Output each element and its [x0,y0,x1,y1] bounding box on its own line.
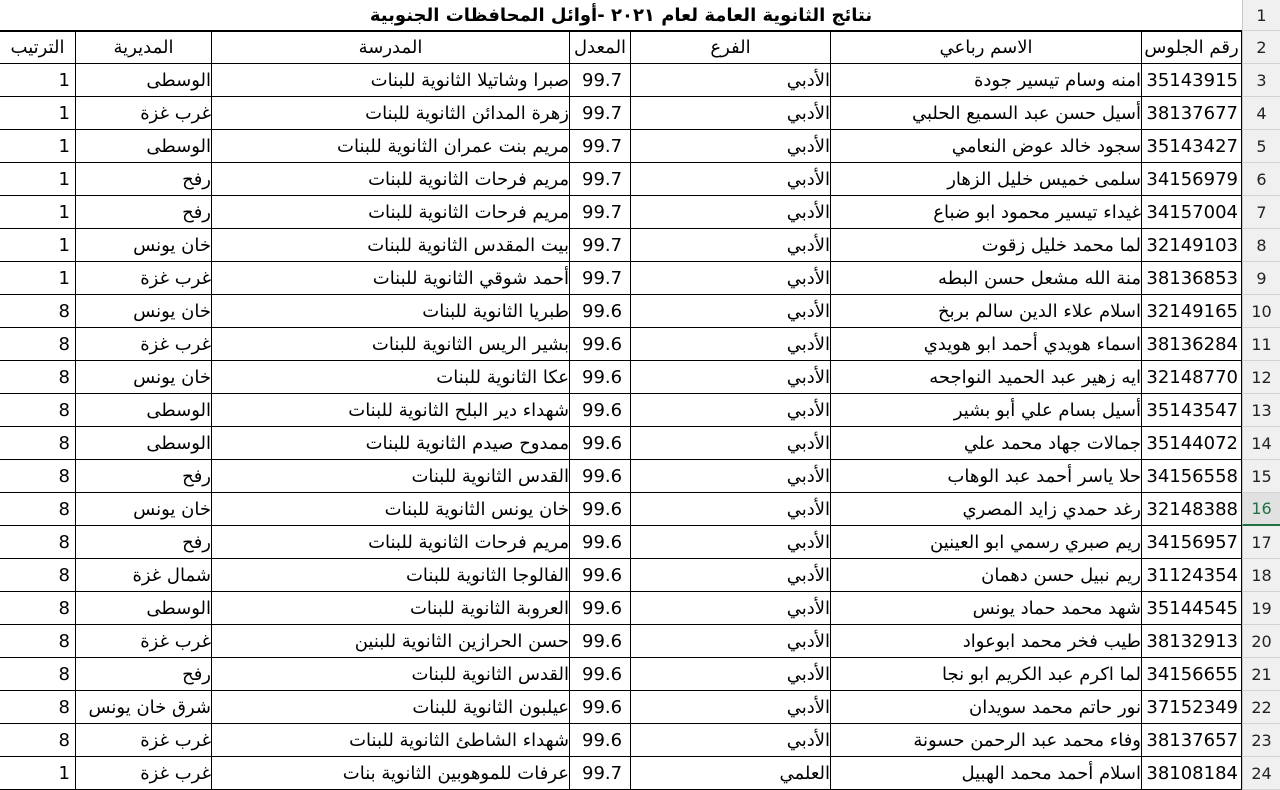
cell-rank[interactable]: 8 [0,658,76,691]
cell-seat-number[interactable]: 34157004 [1142,196,1242,229]
cell-directorate[interactable]: الوسطى [76,427,212,460]
cell-branch[interactable]: الأدبي [631,130,831,163]
cell-branch[interactable]: الأدبي [631,625,831,658]
table-row [0,625,1280,658]
row-header[interactable]: 24 [1242,757,1280,790]
cell-branch[interactable]: الأدبي [631,592,831,625]
cell-rank[interactable]: 1 [0,163,76,196]
cell-branch[interactable]: الأدبي [631,724,831,757]
cell-average[interactable]: 99.6 [570,394,631,427]
cell-school[interactable]: العروبة الثانوية للبنات [212,592,570,625]
cell-school[interactable]: مريم فرحات الثانوية للبنات [212,196,570,229]
table-row [0,460,1280,493]
cell-average[interactable]: 99.7 [570,97,631,130]
cell-seat-number[interactable]: 35143915 [1142,64,1242,97]
cell-name[interactable]: طيب فخر محمد ابوعواد [831,625,1142,658]
cell-branch[interactable]: الأدبي [631,460,831,493]
cell-directorate[interactable]: غرب غزة [76,757,212,790]
cell-school[interactable]: مريم فرحات الثانوية للبنات [212,163,570,196]
cell-school[interactable]: خان يونس الثانوية للبنات [212,493,570,526]
cell-average[interactable]: 99.6 [570,361,631,394]
cell-average[interactable]: 99.6 [570,427,631,460]
cell-average[interactable]: 99.7 [570,196,631,229]
cell-average[interactable]: 99.7 [570,64,631,97]
row-header[interactable]: 1 [1242,0,1280,31]
cell-school[interactable]: مريم بنت عمران الثانوية للبنات [212,130,570,163]
cell-name[interactable]: وفاء محمد عبد الرحمن حسونة [831,724,1142,757]
cell-directorate[interactable]: الوسطى [76,64,212,97]
cell-name[interactable]: حلا ياسر أحمد عبد الوهاب [831,460,1142,493]
row-header[interactable]: 18 [1242,559,1280,592]
cell-seat-number[interactable]: 38137677 [1142,97,1242,130]
cell-branch[interactable]: الأدبي [631,64,831,97]
title-row [0,0,1280,31]
cell-average[interactable]: 99.6 [570,526,631,559]
table-row [0,361,1280,394]
cell-directorate[interactable]: غرب غزة [76,97,212,130]
cell-rank[interactable]: 1 [0,64,76,97]
row-header[interactable]: 4 [1242,97,1280,130]
row-header[interactable]: 16 [1242,493,1280,526]
row-header[interactable]: 5 [1242,130,1280,163]
cell-rank[interactable]: 1 [0,97,76,130]
cell-average[interactable]: 99.7 [570,262,631,295]
cell-school[interactable]: أحمد شوقي الثانوية للبنات [212,262,570,295]
cell-branch[interactable]: الأدبي [631,262,831,295]
table-row [0,229,1280,262]
cell-average[interactable]: 99.6 [570,328,631,361]
cell-seat-number[interactable]: 35144072 [1142,427,1242,460]
cell-branch[interactable]: العلمي [631,757,831,790]
cell-directorate[interactable]: غرب غزة [76,328,212,361]
header-directorate[interactable]: المديرية [76,31,212,64]
cell-branch[interactable]: الأدبي [631,229,831,262]
cell-school[interactable]: صبرا وشاتيلا الثانوية للبنات [212,64,570,97]
cell-average[interactable]: 99.6 [570,460,631,493]
row-header[interactable]: 10 [1242,295,1280,328]
cell-name[interactable]: اسلام أحمد محمد الهبيل [831,757,1142,790]
table-row [0,64,1280,97]
cell-school[interactable]: بشير الريس الثانوية للبنات [212,328,570,361]
cell-school[interactable]: عرفات للموهوبين الثانوية بنات [212,757,570,790]
cell-name[interactable]: رغد حمدي زايد المصري [831,493,1142,526]
cell-seat-number[interactable]: 38137657 [1142,724,1242,757]
header-average[interactable]: المعدل [570,31,631,64]
row-header[interactable]: 3 [1242,64,1280,97]
cell-directorate[interactable]: رفح [76,658,212,691]
cell-name[interactable]: ريم صبري رسمي ابو العينين [831,526,1142,559]
cell-branch[interactable]: الأدبي [631,493,831,526]
cell-directorate[interactable]: خان يونس [76,229,212,262]
cell-rank[interactable]: 8 [0,493,76,526]
cell-name[interactable]: اسماء هويدي أحمد ابو هويدي [831,328,1142,361]
cell-average[interactable]: 99.7 [570,163,631,196]
cell-school[interactable]: القدس الثانوية للبنات [212,658,570,691]
table-row [0,592,1280,625]
cell-branch[interactable]: الأدبي [631,163,831,196]
cell-directorate[interactable]: خان يونس [76,295,212,328]
cell-directorate[interactable]: غرب غزة [76,724,212,757]
row-header[interactable]: 6 [1242,163,1280,196]
cell-rank[interactable]: 8 [0,559,76,592]
cell-branch[interactable]: الأدبي [631,97,831,130]
cell-rank[interactable]: 8 [0,328,76,361]
cell-school[interactable]: ممدوح صيدم الثانوية للبنات [212,427,570,460]
row-header[interactable]: 14 [1242,427,1280,460]
row-header[interactable]: 11 [1242,328,1280,361]
cell-rank[interactable]: 8 [0,691,76,724]
sheet-title[interactable]: نتائج الثانوية العامة لعام ٢٠٢١ -أوائل المحافظات الجنوبية [0,0,1242,31]
cell-average[interactable]: 99.7 [570,757,631,790]
cell-school[interactable]: بيت المقدس الثانوية للبنات [212,229,570,262]
cell-branch[interactable]: الأدبي [631,328,831,361]
row-header[interactable]: 22 [1242,691,1280,724]
cell-name[interactable]: سلمى خميس خليل الزهار [831,163,1142,196]
cell-branch[interactable]: الأدبي [631,526,831,559]
cell-average[interactable]: 99.6 [570,724,631,757]
cell-directorate[interactable]: الوسطى [76,130,212,163]
cell-average[interactable]: 99.6 [570,658,631,691]
cell-school[interactable]: عكا الثانوية للبنات [212,361,570,394]
cell-name[interactable]: اسلام علاء الدين سالم بربخ [831,295,1142,328]
cell-average[interactable]: 99.7 [570,130,631,163]
table-row [0,691,1280,724]
cell-branch[interactable]: الأدبي [631,394,831,427]
cell-name[interactable]: منة الله مشعل حسن البطه [831,262,1142,295]
cell-name[interactable]: ريم نبيل حسن دهمان [831,559,1142,592]
cell-school[interactable]: مريم فرحات الثانوية للبنات [212,526,570,559]
cell-average[interactable]: 99.7 [570,229,631,262]
table-row [0,328,1280,361]
cell-directorate[interactable]: شرق خان يونس [76,691,212,724]
cell-directorate[interactable]: الوسطى [76,394,212,427]
cell-seat-number[interactable]: 38136284 [1142,328,1242,361]
cell-rank[interactable]: 8 [0,460,76,493]
cell-directorate[interactable]: رفح [76,460,212,493]
table-row [0,295,1280,328]
row-header[interactable]: 9 [1242,262,1280,295]
cell-name[interactable]: نور حاتم محمد سويدان [831,691,1142,724]
cell-name[interactable]: أسيل بسام علي أبو بشير [831,394,1142,427]
cell-branch[interactable]: الأدبي [631,559,831,592]
table-row [0,97,1280,130]
cell-school[interactable]: شهداء دير البلح الثانوية للبنات [212,394,570,427]
header-seat-number[interactable]: رقم الجلوس [1142,31,1242,64]
cell-name[interactable]: لما محمد خليل زقوت [831,229,1142,262]
row-header[interactable]: 8 [1242,229,1280,262]
cell-average[interactable]: 99.6 [570,295,631,328]
row-header[interactable]: 20 [1242,625,1280,658]
cell-directorate[interactable]: خان يونس [76,361,212,394]
cell-directorate[interactable]: رفح [76,196,212,229]
cell-name[interactable]: ايه زهير عبد الحميد النواجحه [831,361,1142,394]
cell-name[interactable]: سجود خالد عوض النعامي [831,130,1142,163]
cell-rank[interactable]: 1 [0,130,76,163]
cell-seat-number[interactable]: 34156957 [1142,526,1242,559]
header-school[interactable]: المدرسة [212,31,570,64]
cell-average[interactable]: 99.6 [570,559,631,592]
cell-average[interactable]: 99.6 [570,691,631,724]
cell-seat-number[interactable]: 37152349 [1142,691,1242,724]
row-header[interactable]: 21 [1242,658,1280,691]
cell-directorate[interactable]: رفح [76,526,212,559]
cell-rank[interactable]: 1 [0,262,76,295]
table-row [0,196,1280,229]
cell-seat-number[interactable]: 32149165 [1142,295,1242,328]
cell-directorate[interactable]: خان يونس [76,493,212,526]
cell-average[interactable]: 99.6 [570,592,631,625]
cell-seat-number[interactable]: 38132913 [1142,625,1242,658]
cell-branch[interactable]: الأدبي [631,658,831,691]
cell-name[interactable]: أسيل حسن عبد السميع الحلبي [831,97,1142,130]
cell-school[interactable]: طبريا الثانوية للبنات [212,295,570,328]
table-row [0,130,1280,163]
cell-seat-number[interactable]: 35143547 [1142,394,1242,427]
cell-seat-number[interactable]: 38108184 [1142,757,1242,790]
cell-directorate[interactable]: رفح [76,163,212,196]
table-row [0,526,1280,559]
cell-seat-number[interactable]: 35144545 [1142,592,1242,625]
header-branch[interactable]: الفرع [631,31,831,64]
cell-school[interactable]: عيلبون الثانوية للبنات [212,691,570,724]
cell-branch[interactable]: الأدبي [631,196,831,229]
row-header[interactable]: 15 [1242,460,1280,493]
cell-rank[interactable]: 8 [0,526,76,559]
cell-rank[interactable]: 8 [0,427,76,460]
table-row [0,262,1280,295]
cell-branch[interactable]: الأدبي [631,427,831,460]
cell-rank[interactable]: 8 [0,724,76,757]
header-rank[interactable]: الترتيب [0,31,76,64]
cell-average[interactable]: 99.6 [570,625,631,658]
row-header[interactable]: 13 [1242,394,1280,427]
cell-seat-number[interactable]: 34156979 [1142,163,1242,196]
cell-school[interactable]: شهداء الشاطئ الثانوية للبنات [212,724,570,757]
table-row [0,757,1280,790]
cell-directorate[interactable]: غرب غزة [76,262,212,295]
cell-school[interactable]: الفالوجا الثانوية للبنات [212,559,570,592]
cell-school[interactable]: القدس الثانوية للبنات [212,460,570,493]
cell-branch[interactable]: الأدبي [631,691,831,724]
cell-branch[interactable]: الأدبي [631,295,831,328]
cell-seat-number[interactable]: 38136853 [1142,262,1242,295]
cell-rank[interactable]: 8 [0,361,76,394]
table-row [0,559,1280,592]
cell-name[interactable]: جمالات جهاد محمد علي [831,427,1142,460]
cell-name[interactable]: شهد محمد حماد يونس [831,592,1142,625]
cell-rank[interactable]: 8 [0,394,76,427]
cell-seat-number[interactable]: 34156655 [1142,658,1242,691]
header-row [0,31,1280,64]
cell-rank[interactable]: 8 [0,295,76,328]
cell-seat-number[interactable]: 35143427 [1142,130,1242,163]
cell-rank[interactable]: 1 [0,229,76,262]
cell-seat-number[interactable]: 32148770 [1142,361,1242,394]
table-row [0,163,1280,196]
table-row [0,394,1280,427]
table-row [0,427,1280,460]
cell-directorate[interactable]: الوسطى [76,592,212,625]
cell-rank[interactable]: 8 [0,625,76,658]
row-header[interactable]: 2 [1242,31,1280,64]
table-row [0,493,1280,526]
cell-directorate[interactable]: غرب غزة [76,625,212,658]
table-row [0,724,1280,757]
cell-name[interactable]: امنه وسام تيسير جودة [831,64,1142,97]
cell-name[interactable]: لما اكرم عبد الكريم ابو نجا [831,658,1142,691]
cell-name[interactable]: غيداء تيسير محمود ابو ضباع [831,196,1142,229]
cell-branch[interactable]: الأدبي [631,361,831,394]
cell-rank[interactable]: 8 [0,592,76,625]
row-header[interactable]: 19 [1242,592,1280,625]
row-header[interactable]: 17 [1242,526,1280,559]
cell-rank[interactable]: 1 [0,757,76,790]
cell-rank[interactable]: 1 [0,196,76,229]
cell-seat-number[interactable]: 31124354 [1142,559,1242,592]
row-header[interactable]: 7 [1242,196,1280,229]
cell-school[interactable]: حسن الحرازين الثانوية للبنين [212,625,570,658]
cell-average[interactable]: 99.6 [570,493,631,526]
row-header[interactable]: 12 [1242,361,1280,394]
header-name[interactable]: الاسم رباعي [831,31,1142,64]
cell-seat-number[interactable]: 32149103 [1142,229,1242,262]
row-header[interactable]: 23 [1242,724,1280,757]
cell-seat-number[interactable]: 32148388 [1142,493,1242,526]
cell-directorate[interactable]: شمال غزة [76,559,212,592]
cell-seat-number[interactable]: 34156558 [1142,460,1242,493]
cell-school[interactable]: زهرة المدائن الثانوية للبنات [212,97,570,130]
table-row [0,658,1280,691]
